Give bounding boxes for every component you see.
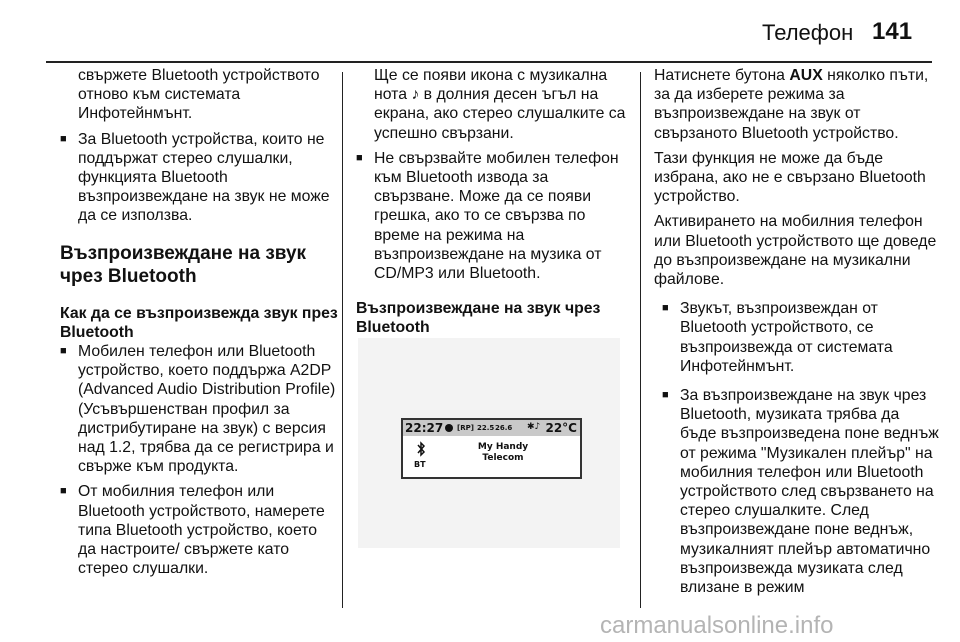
list-item-sound-output <box>662 299 940 376</box>
list-item-text: За Bluetooth устройства, които не поддържат стерео слушалки, функцията Bluetooth възпроизвеждане на звук не може да се използва. <box>78 130 330 225</box>
bullet-icon: ■ <box>662 389 669 402</box>
bluetooth-music-icon: ✱♪ <box>527 422 541 432</box>
display-status-bar <box>403 420 580 436</box>
list-item-a2dp <box>60 342 338 476</box>
header-title: Телефон <box>762 20 854 45</box>
subsection-heading: Възпроизвеждане на звук чрез Bluetooth <box>356 300 601 337</box>
display-time: 22:27 <box>405 421 444 435</box>
bullet-icon: ■ <box>60 485 67 498</box>
paragraph-unavailable: Тази функция не може да бъде избрана, ако не е свързано Bluetooth устройство. <box>654 149 926 206</box>
list-item-text: Звукът, възпроизвеждан от Bluetooth устройството, се възпроизвежда от системата Инфотейнмънт. <box>680 300 893 375</box>
column-1 <box>60 66 338 578</box>
page-number: 141 <box>872 18 913 45</box>
device-name-line-2: Telecom <box>482 453 524 463</box>
section-heading: Възпроизвеждане на звук чрез Bluetooth <box>60 242 307 287</box>
page-header <box>0 0 960 62</box>
column-2 <box>356 66 630 338</box>
column-divider-1 <box>342 72 343 608</box>
device-name-line-1: My Handy <box>477 442 529 452</box>
bullet-icon: ■ <box>60 132 67 145</box>
bullet-icon: ■ <box>60 345 67 358</box>
paragraph-music-icon: Ще се появи икона с музикална нота ♪ в долния десен ъгъл на екрана, ако стерео слушалките са успешно свързани. <box>374 67 626 142</box>
list-item-text: Не свързвайте мобилен телефон към Bluetooth извода за свързване. Може да се появи грешка, ако то се свързва по време на режима на възпроизвеждане на музика от CD/MP3 или Bluetooth. <box>374 149 619 283</box>
column-divider-2 <box>640 72 641 608</box>
subsection-heading: Как да се възпроизвежда звук през Bluetooth <box>60 304 338 341</box>
list-item-text: За възпроизвеждане на звук чрез Bluetooth, музиката трябва да бъде възпроизведена поне веднъж от режима "Музикален плейър" на мобилния телефон или Bluetooth устройството след свързването на стерео слушалките. След възпроизвеждане поне веднъж, музикалният плейър автоматично възпроизвежда музиката след влизане в режим <box>680 387 939 597</box>
paragraph-activation: Активирането на мобилния телефон или Bluetooth устройството ще доведе до възпроизвеждане на музикални файлове. <box>654 213 937 289</box>
header-rule <box>46 61 932 63</box>
bt-label: BT <box>414 460 426 469</box>
device-name <box>463 442 543 464</box>
bluetooth-icon <box>416 441 426 457</box>
reading-1: 22.5 <box>477 424 495 432</box>
reading-2: 26.6 <box>495 424 513 432</box>
list-item-stereo <box>60 130 338 226</box>
bullet-icon: ■ <box>356 151 363 164</box>
list-item-text: Мобилен телефон или Bluetooth устройство, което поддържа A2DP (Advanced Audio Distribution Profile) (Усъвършенстван профил за дистрибутиране на звук) с версия над 1.2, трябва да се регистрира и свърже към продукта. <box>78 343 336 476</box>
list-item-music-player <box>662 386 940 597</box>
column-3 <box>654 66 940 597</box>
rp-badge: [RP] <box>457 424 474 432</box>
record-dot-icon <box>445 424 453 432</box>
paragraph-reconnect: свържете Bluetooth устройството отново към системата Инфотейнмънт. <box>78 67 320 123</box>
list-item-connect-warning <box>356 149 630 283</box>
infotainment-display <box>401 418 582 479</box>
display-figure <box>358 338 620 548</box>
display-temperature: 22°C <box>545 421 577 435</box>
bullet-icon: ■ <box>662 302 669 315</box>
watermark: carmanualsonline.info <box>600 612 834 639</box>
list-item-setup <box>60 482 338 578</box>
list-item-text: От мобилния телефон или Bluetooth устройството, намерете типа Bluetooth устройство, което да настроите/ свържете като стерео слушалки. <box>78 483 325 578</box>
paragraph-aux: Натиснете бутона AUX няколко пъти, за да изберете режима за възпроизвеждане на звук от свързаното Bluetooth устройство. <box>654 67 929 142</box>
aux-key: AUX <box>789 67 823 84</box>
